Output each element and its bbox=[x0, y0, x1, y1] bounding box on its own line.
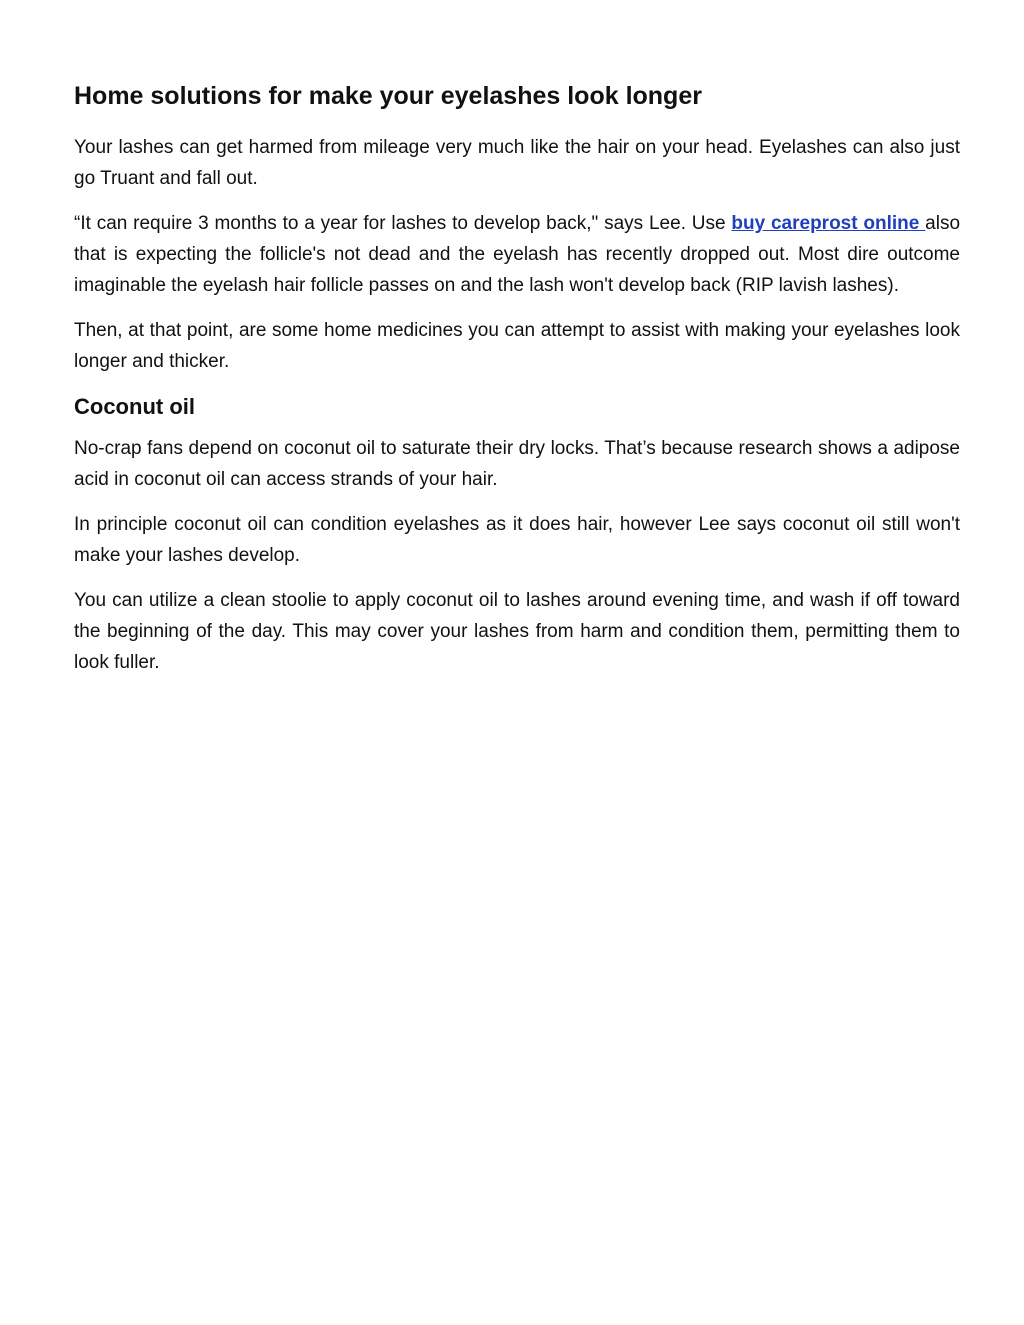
intro-paragraph-2-after-link: also that is expecting the follicle's not dead and the eyelash has recently dropped out. Most dire outcome imaginable the eyelash hair follicle passes on and the lash won't develop back (RIP lavish lashes). bbox=[74, 213, 961, 296]
intro-paragraph-2-before-link: “It can require 3 months to a year for lashes to develop back," says Lee. Use bbox=[74, 213, 732, 234]
section-paragraph-2: In principle coconut oil can condition eyelashes as it does hair, however Lee says coconut oil still won't make your lashes develop. bbox=[74, 514, 960, 566]
section-paragraph-3: You can utilize a clean stoolie to apply coconut oil to lashes around evening time, and wash if off toward the beginning of the day. This may cover your lashes from harm and condition them, permitting them to look fuller. bbox=[74, 590, 960, 673]
document-title: Home solutions for make your eyelashes look longer bbox=[74, 82, 702, 110]
intro-paragraph-1: Your lashes can get harmed from mileage very much like the hair on your head. Eyelashes can also just go Truant and fall out. bbox=[74, 137, 960, 189]
section-heading-coconut-oil: Coconut oil bbox=[74, 394, 195, 419]
intro-paragraph-3: Then, at that point, are some home medicines you can attempt to assist with making your eyelashes look longer and thicker. bbox=[74, 320, 960, 372]
document-page bbox=[74, 76, 960, 692]
intro-paragraph-2 bbox=[74, 208, 960, 301]
section-paragraph-1: No-crap fans depend on coconut oil to saturate their dry locks. That’s because research shows a adipose acid in coconut oil can access strands of your hair. bbox=[74, 438, 960, 490]
buy-careprost-link[interactable]: buy careprost online bbox=[731, 213, 926, 234]
